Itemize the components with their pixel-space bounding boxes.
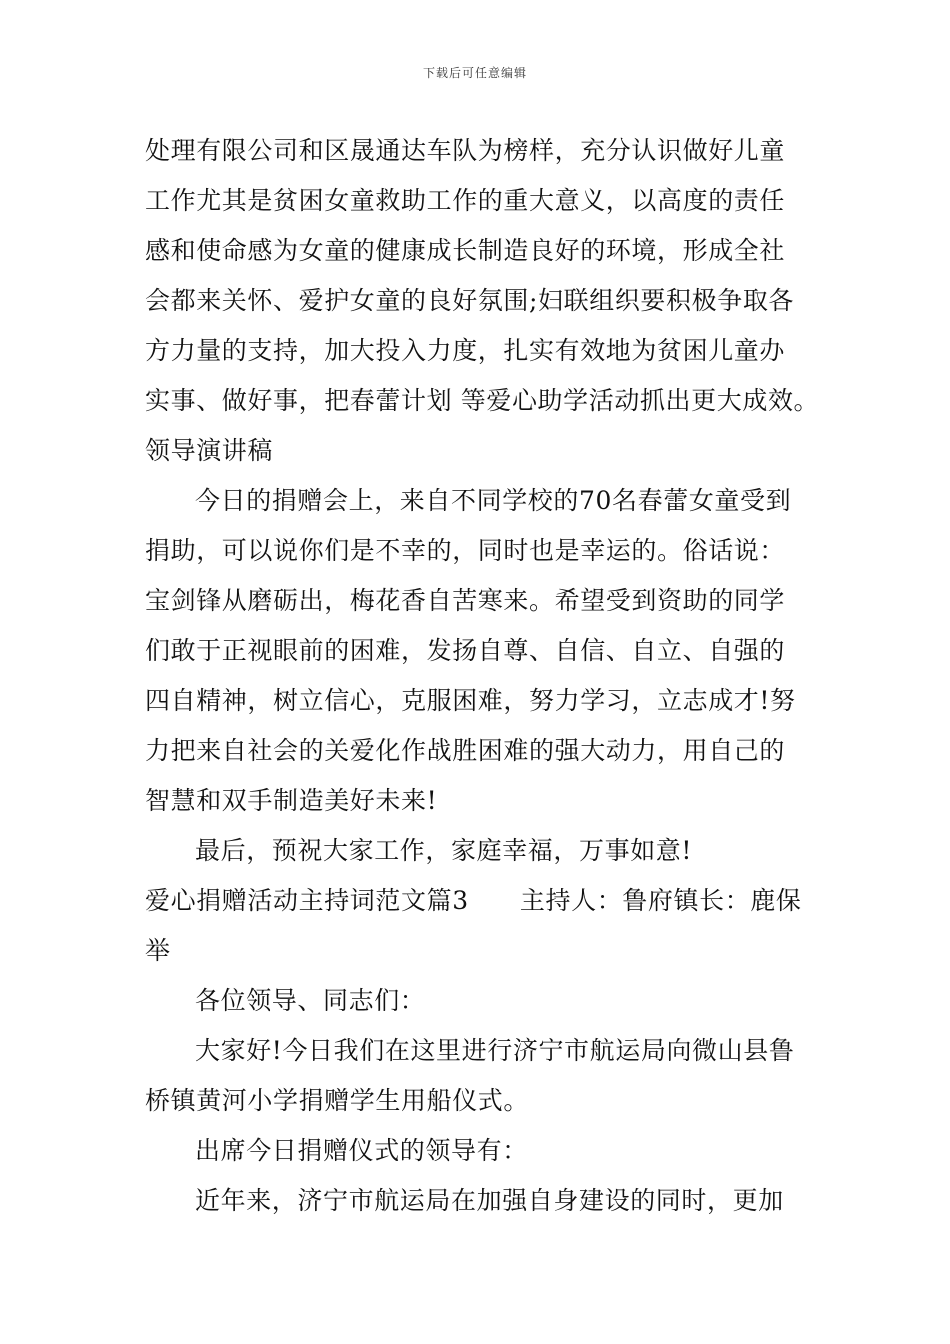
text-line: 今日的捐赠会上，来自不同学校的70名春蕾女童受到 bbox=[195, 486, 792, 515]
text-line: 工作尤其是贫困女童救助工作的重大意义，以高度的责任 bbox=[145, 186, 786, 215]
text-line: 们敢于正视眼前的困难，发扬自尊、自信、自立、自强的 bbox=[145, 636, 786, 665]
document-body bbox=[145, 126, 820, 1226]
text-line: 宝剑锋从磨砺出，梅花香自苦寒来。希望受到资助的同学 bbox=[145, 586, 786, 615]
text-line: 最后，预祝大家工作，家庭幸福，万事如意! bbox=[195, 836, 693, 865]
text-line: 近年来，济宁市航运局在加强自身建设的同时，更加 bbox=[195, 1186, 784, 1215]
text-line: 会都来关怀、爱护女童的良好氛围;妇联组织要积极争取各 bbox=[145, 286, 795, 315]
text-line: 桥镇黄河小学捐赠学生用船仪式。 bbox=[145, 1086, 530, 1115]
text-line: 方力量的支持，加大投入力度，扎实有效地为贫困儿童办 bbox=[145, 336, 786, 365]
text-line: 智慧和双手制造美好未来! bbox=[145, 786, 438, 815]
section-heading: 爱心捐赠活动主持词范文篇3 主持人：鲁府镇长：鹿保 bbox=[145, 886, 802, 915]
text-line: 举 bbox=[145, 936, 171, 965]
text-line: 四自精神，树立信心，克服困难，努力学习，立志成才!努 bbox=[145, 686, 796, 715]
text-line: 大家好!今日我们在这里进行济宁市航运局向微山县鲁 bbox=[195, 1036, 795, 1065]
text-line: 实事、做好事，把春蕾计划 等爱心助学活动抓出更大成效。 bbox=[145, 386, 820, 415]
text-line: 各位领导、同志们： bbox=[195, 986, 426, 1015]
page-header: 下载后可任意编辑 bbox=[422, 66, 527, 80]
text-line: 处理有限公司和区晟通达车队为榜样，充分认识做好儿童 bbox=[145, 136, 786, 165]
text-line: 力把来自社会的关爱化作战胜困难的强大动力，用自己的 bbox=[145, 736, 786, 765]
text-line: 捐助，可以说你们是不幸的，同时也是幸运的。俗话说： bbox=[145, 536, 786, 565]
text-line: 出席今日捐赠仪式的领导有： bbox=[195, 1136, 528, 1165]
section-heading: 领导演讲稿 bbox=[145, 436, 274, 465]
text-line: 感和使命感为女童的健康成长制造良好的环境，形成全社 bbox=[145, 236, 786, 265]
